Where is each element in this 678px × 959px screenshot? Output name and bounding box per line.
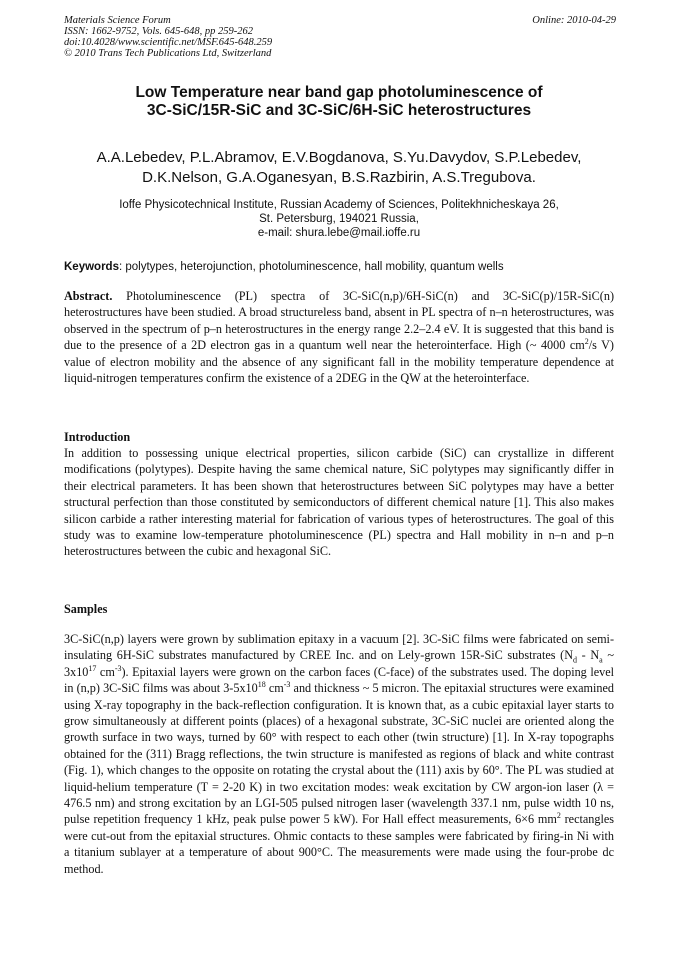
introduction-heading: Introduction [64,430,131,444]
title-line-1: Low Temperature near band gap photoluminescence of [135,84,543,101]
samples-sup-1: 17 [88,663,97,673]
samples-text [64,631,614,877]
samples-text-4: cm [96,664,115,679]
journal-doi: doi:10.4028/www.scientific.net/MSF.645-648.259 [64,37,273,48]
samples-text-6: cm [265,681,284,696]
authors-line-2: D.K.Nelson, G.A.Oganesyan, B.S.Razbirin, A.S.Tregubova. [142,169,536,186]
journal-name: Materials Science Forum [64,15,171,26]
keywords-label: Keywords [64,261,119,273]
samples-sub-1: d [573,655,578,665]
journal-header [64,15,272,59]
journal-copyright: © 2010 Trans Tech Publications Ltd, Switzerland [64,48,272,59]
affiliation-line-2: St. Petersburg, 194021 Russia, [259,213,419,225]
abstract-sup: 2 [584,337,589,347]
samples-heading: Samples [64,602,108,616]
introduction-text: In addition to possessing unique electrical properties, silicon carbide (SiC) can crystallize in different modifications (polytypes). Despite having the same chemical nature, SiC polytypes may significantly differ in their electrical parameters. It has been shown that heterostructures between SiC polytypes may have a better structural perfection than those constituted by semiconductors of different chemical nature [1]. This also makes silicon carbide a rather interesting material for fabrication of various types of heterostructures. The goal of this study was to examine low-temperature photoluminescence (PL) spectra and Hall mobility in n–n and p–n heterostructures between the cubic and hexagonal SiC. [64,446,614,559]
samples-text-3: ~ 3x10 [64,648,614,679]
author-list [0,148,678,188]
samples-sub-2: a [599,655,603,665]
abstract-label: Abstract. [64,289,113,303]
samples-sup-5: 2 [556,811,561,821]
abstract-text-a: Photoluminescence (PL) spectra of 3C-SiC(n,p)/6H-SiC(n) and 3C-SiC(p)/15R-SiC(n) heterostructures have been studied. A broad structureless band, absent in PL spectra of n–n heterostructures, was observed in the spectrum of p–n heterostructures in the energy range 2.2–2.4 eV. It is suggested that this band is due to the presence of a 2D electron gas in a quantum well near the heterointerface. High (~ 4000 cm [64,289,614,353]
samples-sup-3: 18 [257,680,266,690]
paper-title [0,84,678,120]
samples-text-7: and thickness ~ 5 micron. The epitaxial structures were examined using X-ray topography in the back-reflection configuration. It is known that, as a cubic epitaxial layer starts to grow simultaneously at different points (places) of a hexagonal substrate, 3C-SiC nuclei are oriented along the growth surface in two ways, turned by 60° with respect to each other (twin structure) [1]. In X-ray topographs obtained for the (311) Bragg reflections, the twin structure is manifested as regions of black and white contrast (Fig. 1), which changes to the opposite on rotating the crystal about the (111) axis by 60°. The PL was studied at liquid-helium temperature (T = 2-20 K) in two excitation modes: weak excitation by CW argon-ion laser (λ = 476.5 nm) and strong excitation by an LGI-505 pulsed nitrogen laser (wavelength 337.1 nm, pulse width 10 ns, pulse repetition frequency 1 kHz, peak pulse power 5 kW). For Hall effect measurements, 6×6 mm [64,681,614,827]
samples-text-2: - N [577,648,600,663]
keywords [64,260,624,274]
affiliation-email: e-mail: shura.lebe@mail.ioffe.ru [257,227,421,239]
affiliation [0,198,678,240]
title-line-2: 3C-SiC/15R-SiC and 3C-SiC/6H-SiC heterostructures [146,102,532,119]
affiliation-line-1: Ioffe Physicotechnical Institute, Russian Academy of Sciences, Politekhnicheskaya 26, [119,199,559,211]
authors-line-1: A.A.Lebedev, P.L.Abramov, E.V.Bogdanova, S.Yu.Davydov, S.P.Lebedev, [96,149,582,166]
keywords-text: : polytypes, heterojunction, photoluminescence, hall mobility, quantum wells [118,261,504,273]
samples-text-8: rectangles were cut-out from the epitaxial structures. Ohmic contacts to these samples were fabricated by firing-in Ni with a titanium sublayer at a temperature of about 900°C. The measurements were made using the four-probe dc method. [64,812,614,876]
samples-sup-2: -3 [114,663,122,673]
samples-text-5: ). Epitaxial layers were grown on the carbon faces (C-face) of the substrates used. The doping level in (n,p) 3C-SiC films was about 3-5x10 [64,664,615,696]
journal-issn: ISSN: 1662-9752, Vols. 645-648, pp 259-262 [64,26,253,37]
samples-text-1: 3C-SiC(n,p) layers were grown by sublimation epitaxy in a vacuum [2]. 3C-SiC films were fabricated on semi-insulating 6H-SiC substrates manufactured by CREE Inc. and on Lely-grown 15R-SiC substrates (N [64,632,614,663]
abstract-text-b: /s V) value of electron mobility and the absence of any significant fall in the mobility temperature dependence at liquid-nitrogen temperatures confirm the existence of a 2DEG in the QW at the heterointerface. [64,338,614,386]
abstract [64,288,614,386]
samples-sup-4: -3 [283,680,291,690]
online-date: Online: 2010-04-29 [532,15,616,26]
